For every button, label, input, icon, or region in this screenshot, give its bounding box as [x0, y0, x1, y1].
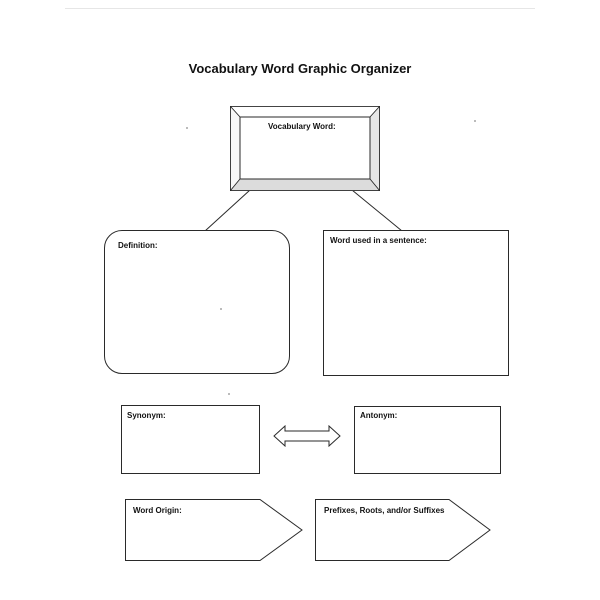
- sentence-box: [323, 230, 509, 376]
- prefixes-roots-suffixes-label: Prefixes, Roots, and/or Suffixes: [324, 506, 445, 515]
- antonym-label: Antonym:: [360, 411, 398, 420]
- scan-speck: [228, 393, 230, 395]
- sentence-label: Word used in a sentence:: [330, 236, 427, 245]
- word-origin-label: Word Origin:: [133, 506, 182, 515]
- page-title: Vocabulary Word Graphic Organizer: [188, 61, 412, 76]
- connector-line-left: [205, 190, 250, 231]
- scan-speck: [186, 127, 188, 129]
- connector-line-right: [352, 190, 402, 231]
- double-arrow-icon: [273, 425, 341, 447]
- scan-speck: [220, 308, 222, 310]
- synonym-label: Synonym:: [127, 411, 166, 420]
- vocabulary-word-label: Vocabulary Word:: [268, 122, 336, 131]
- scan-speck: [474, 120, 476, 122]
- definition-label: Definition:: [118, 241, 158, 250]
- definition-box: [104, 230, 290, 374]
- vocabulary-word-frame: [230, 106, 380, 191]
